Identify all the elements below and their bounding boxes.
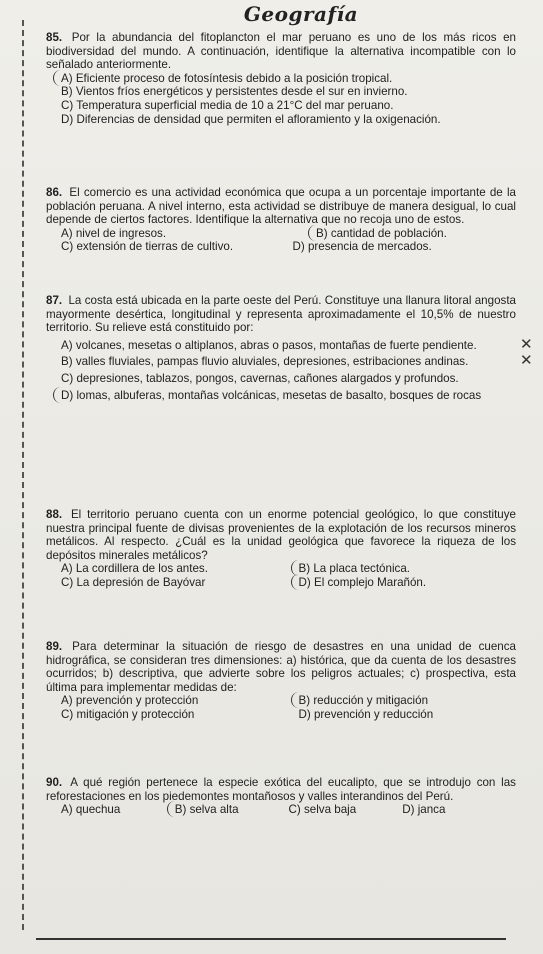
question-stem: Por la abundancia del fitoplancton el mar peruano es uno de los más ricos en biodiversidad del mundo. A continuación, identifique la alternativa incompatible con lo señalado anteriormente. xyxy=(46,31,516,72)
option-c[interactable]: C) La depresión de Bayóvar xyxy=(61,575,206,589)
question-number: 88. xyxy=(46,508,63,521)
pen-mark-icon xyxy=(167,801,182,817)
option-d[interactable]: D) presencia de mercados. xyxy=(292,240,432,254)
pen-mark-icon xyxy=(53,387,68,403)
option-d[interactable]: D) Diferencias de densidad que permiten el afloramiento y la oxigenación. xyxy=(61,112,441,126)
question-number: 89. xyxy=(46,640,63,653)
option-c[interactable]: C) depresiones, tablazos, pongos, cavernas, cañones alargados y profundos. xyxy=(61,371,459,385)
pen-mark-icon xyxy=(291,574,306,590)
option-d[interactable]: D) prevención y reducción xyxy=(298,707,434,721)
question-stem: A qué región pertenece la especie exótica del eucalipto, que se introdujo con las reforestaciones en los piedemontes montañosos y valles interandinos del Perú. xyxy=(46,776,516,803)
option-b[interactable]: B) selva alta xyxy=(175,803,289,817)
option-b[interactable]: B) Vientos fríos energéticos y persistentes desde el sur en invierno. xyxy=(61,85,408,99)
option-d[interactable]: D) El complejo Marañón. xyxy=(279,576,517,590)
page-title: Geografía xyxy=(243,2,359,26)
option-a[interactable]: A) La cordillera de los antes. xyxy=(61,562,208,576)
option-c[interactable]: C) selva baja xyxy=(288,803,357,817)
question-85 xyxy=(46,31,516,126)
question-88 xyxy=(46,508,516,590)
question-number: 86. xyxy=(46,186,63,199)
question-stem: El territorio peruano cuenta con un enorme potencial geológico, lo que constituye nuestra principal fuente de divisas provenientes de la explotación de los recursos mineros metálicos. Al respecto. ¿Cuál es la unidad geológica que favorece la riqueza de los depósitos minerales metálicos? xyxy=(46,508,516,562)
option-a[interactable]: A) nivel de ingresos. xyxy=(61,226,167,240)
option-a[interactable]: A) volcanes, mesetas o altiplanos, abras o pasos, montañas de fuerte pendiente. ✕ xyxy=(61,339,516,353)
option-b[interactable]: B) cantidad de población. xyxy=(261,227,516,241)
question-86 xyxy=(46,186,516,254)
margin-dashed-line xyxy=(22,20,24,930)
option-b[interactable]: B) reducción y mitigación xyxy=(279,694,517,708)
option-d[interactable]: D) lomas, albuferas, montañas volcánicas, mesetas de basalto, bosques de rocas xyxy=(61,389,516,403)
question-89 xyxy=(46,640,516,722)
question-90 xyxy=(46,776,516,817)
question-stem: La costa está ubicada en la parte oeste del Perú. Constituye una llanura litoral angosta mayormente desértica, longitudinal y representa aproximadamente el 10,5% de nuestro territorio. Su relieve está constituido por: xyxy=(46,294,516,335)
option-c[interactable]: C) extensión de tierras de cultivo. xyxy=(61,240,234,254)
option-a[interactable]: A) Eficiente proceso de fotosíntesis debido a la posición tropical. xyxy=(61,72,516,86)
pen-mark-icon xyxy=(53,70,68,86)
option-a[interactable]: A) prevención y protección xyxy=(61,694,199,708)
option-b[interactable]: B) valles fluviales, pampas fluvio aluviales, depresiones, estribaciones andinas. ✕ xyxy=(61,355,516,369)
option-a[interactable]: A) quechua xyxy=(61,803,121,817)
option-d[interactable]: D) janca xyxy=(402,803,446,817)
question-number: 90. xyxy=(46,776,63,789)
cross-mark-icon: ✕ xyxy=(520,352,533,370)
cross-mark-icon: ✕ xyxy=(520,335,533,353)
pen-mark-icon xyxy=(308,225,323,241)
option-b[interactable]: B) La placa tectónica. xyxy=(279,562,517,576)
question-stem: El comercio es una actividad económica que ocupa a un porcentaje importante de la población peruana. A nivel interno, esta actividad se distribuye de manera desigual, lo cual depende de ciertos factores. Identifique la alternativa que no recoja uno de estos. xyxy=(46,186,516,227)
question-number: 85. xyxy=(46,31,63,44)
option-c[interactable]: C) Temperatura superficial media de 10 a 21°C del mar peruano. xyxy=(61,98,394,112)
pen-mark-icon xyxy=(291,692,306,708)
bottom-divider xyxy=(36,938,506,940)
question-number: 87. xyxy=(46,294,63,307)
question-87 xyxy=(46,294,533,402)
question-stem: Para determinar la situación de riesgo de desastres en una unidad de cuenca hidrográfica, se consideran tres dimensiones: a) histórica, que da cuenta de los desastres ocurridos; b) descriptiva, que advierte sobre los peligros actuales; c) prospectiva, esta última para implementar medidas de: xyxy=(46,640,516,694)
option-c[interactable]: C) mitigación y protección xyxy=(61,707,195,721)
